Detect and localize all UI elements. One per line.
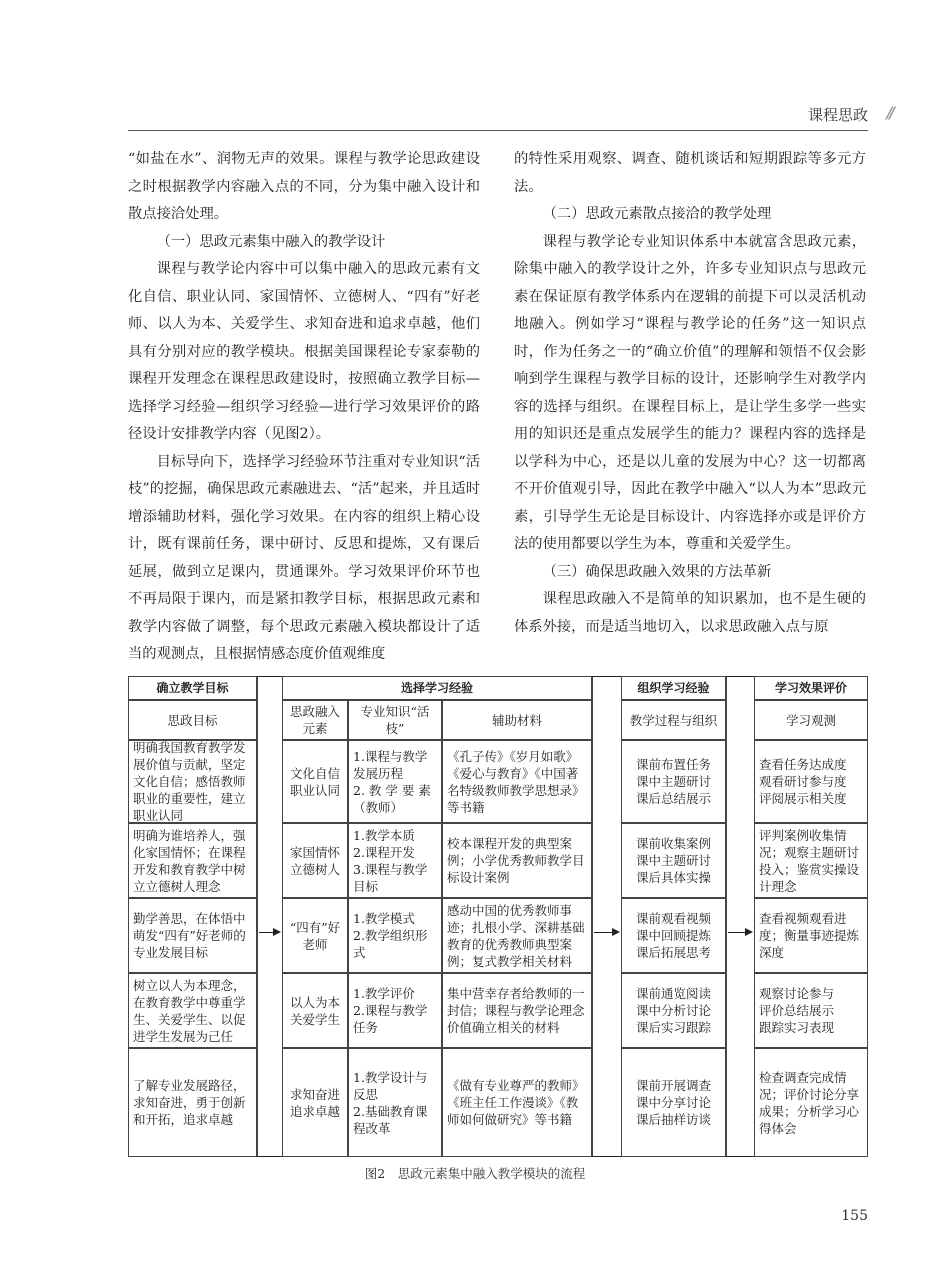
material-cell: 《孔子传》《岁月如歌》《爱心与教育》《中国著名特级教师教学思想录》等书籍 bbox=[442, 740, 592, 823]
element-cell: 家国情怀立德树人 bbox=[282, 823, 348, 898]
paragraph: 课程思政融入不是简单的知识累加，也不是生硬的体系外接，而是适当地切入，以求思政融入点与原 bbox=[514, 591, 866, 635]
header-slash-mark: // bbox=[886, 103, 892, 122]
branch-cell: 1.教学评价 2.课程与教学任务 bbox=[348, 973, 442, 1048]
material-cell: 集中营幸存者给教师的一封信；课程与教学论理念价值确立相关的材料 bbox=[442, 973, 592, 1048]
branch-cell: 1.教学本质 2.课程开发 3.课程与教学目标 bbox=[348, 823, 442, 898]
divider-line bbox=[592, 676, 593, 1157]
process-cell: 课前通览阅读 课中分析讨论 课后实习跟踪 bbox=[621, 973, 726, 1048]
goal-cell: 了解专业发展路径，求知奋进，勇于创新和开拓，追求卓越 bbox=[128, 1048, 257, 1157]
subheader-material: 辅助材料 bbox=[442, 700, 592, 740]
divider-line bbox=[257, 676, 258, 1157]
element-cell: “四有”好老师 bbox=[282, 898, 348, 973]
goal-cell: 明确我国教育教学发展价值与贡献，坚定文化自信；感悟教师职业的重要性，建立职业认同 bbox=[128, 740, 257, 823]
observe-cell: 查看视频观看进度；衡量事迹提炼深度 bbox=[754, 898, 868, 973]
frame-line bbox=[726, 1156, 754, 1157]
arrow-right-icon bbox=[745, 928, 753, 936]
goal-cell: 勤学善思，在体悟中萌发“四有”好老师的专业发展目标 bbox=[128, 898, 257, 973]
divider-line bbox=[726, 676, 727, 1157]
paragraph: （一）思政元素集中融入的教学设计 bbox=[156, 233, 386, 250]
arrow-line bbox=[259, 932, 273, 933]
material-cell: 《做有专业尊严的教师》《班主任工作漫谈》《教师如何做研究》等书籍 bbox=[442, 1048, 592, 1157]
left-column bbox=[128, 146, 480, 669]
element-cell: 以人为本关爱学生 bbox=[282, 973, 348, 1048]
paragraph: 课程与教学论内容中可以集中融入的思政元素有文化自信、职业认同、家国情怀、立德树人、“四有”好老师、以人为本、关爱学生、求知奋进和追求卓越，他们具有分别对应的教学模块。根据美国课程论专家泰勒的课程开发理念在课程思政建设时，按照确立教学目标—选择学习经验—组织学习经验—进行学习效果评价的路径设计安排教学内容（见图2）。 bbox=[128, 261, 480, 442]
figure-caption: 图2 思政元素集中融入教学模块的流程 bbox=[364, 1166, 586, 1181]
arrow-right-icon bbox=[273, 928, 281, 936]
subheader-process: 教学过程与组织 bbox=[621, 700, 726, 740]
subheader-element: 思政融入元素 bbox=[282, 700, 348, 740]
frame-line bbox=[257, 1156, 282, 1157]
frame-line bbox=[592, 676, 621, 677]
paragraph: “如盐在水”、润物无声的效果。课程与教学论思政建设之时根据教学内容融入点的不同，分为集中融入设计和散点接洽处理。 bbox=[128, 151, 480, 222]
paragraph: （三）确保思政融入效果的方法革新 bbox=[542, 563, 772, 580]
running-header: 课程思政 bbox=[807, 106, 868, 124]
subheader-goal: 思政目标 bbox=[128, 700, 257, 740]
observe-cell: 评判案例收集情况；观察主题研讨投入；鉴赏实操设计理念 bbox=[754, 823, 868, 898]
frame-line bbox=[592, 1156, 621, 1157]
subheader-observe: 学习观测 bbox=[754, 700, 868, 740]
header-rule bbox=[128, 130, 868, 131]
page-number: 155 bbox=[841, 1208, 868, 1224]
right-column bbox=[514, 146, 866, 641]
paragraph: 课程与教学论专业知识体系中本就富含思政元素，除集中融入的教学设计之外，许多专业知识点与思政元素在保证原有教学体系内在逻辑的前提下可以灵活机动地融入。例如学习“课程与教学论的任务”这一知识点时，作为任务之一的“确立价值”的理解和领悟不仅会影响到学生课程与教学目标的设计，还影响学生对教学内容的选择与组织。在课程目标上，是让学生多学一些实用的知识还是重点发展学生的能力？课程内容的选择是以学科为中心，还是以儿童的发展为中心？这一切都离不开价值观引导，因此在教学中融入“以人为本”思政元素，引导学生无论是目标设计、内容选择亦或是评价方法的使用都要以学生为本，尊重和关爱学生。 bbox=[514, 233, 866, 552]
subheader-branch: 专业知识“活枝” bbox=[348, 700, 442, 740]
element-cell: 文化自信职业认同 bbox=[282, 740, 348, 823]
goal-cell: 明确为谁培养人，强化家国情怀；在课程开发和教育教学中树立立德树人理念 bbox=[128, 823, 257, 898]
arrow-line bbox=[728, 932, 745, 933]
material-cell: 校本课程开发的典型案例；小学优秀教师教学目标设计案例 bbox=[442, 823, 592, 898]
process-cell: 课前收集案例 课中主题研讨 课后具体实操 bbox=[621, 823, 726, 898]
paragraph: 的特性采用观察、调查、随机谈话和短期跟踪等多元方法。 bbox=[514, 151, 866, 195]
paragraph: （二）思政元素散点接洽的教学处理 bbox=[542, 206, 772, 222]
arrow-right-icon bbox=[612, 928, 620, 936]
figure-2-flowchart bbox=[128, 676, 868, 1157]
arrow-line bbox=[594, 932, 612, 933]
material-cell: 感动中国的优秀教师事迹；扎根小学、深耕基础教育的优秀教师典型案例；复式教学相关材料 bbox=[442, 898, 592, 973]
branch-cell: 1.教学模式 2.教学组织形式 bbox=[348, 898, 442, 973]
header-organize: 组织学习经验 bbox=[621, 676, 726, 700]
observe-cell: 查看任务达成度 观看研讨参与度 评阅展示相关度 bbox=[754, 740, 868, 823]
header-select: 选择学习经验 bbox=[282, 676, 592, 700]
frame-line bbox=[257, 676, 282, 677]
element-cell: 求知奋进追求卓越 bbox=[282, 1048, 348, 1157]
observe-cell: 观察讨论参与 评价总结展示 跟踪实习表现 bbox=[754, 973, 868, 1048]
process-cell: 课前开展调查 课中分享讨论 课后抽样访谈 bbox=[621, 1048, 726, 1157]
branch-cell: 1.课程与教学发展历程 2. 教 学 要 素（教师） bbox=[348, 740, 442, 823]
header-evaluate: 学习效果评价 bbox=[754, 676, 868, 700]
paragraph: 目标导向下，选择学习经验环节注重对专业知识“活枝”的挖掘，确保思政元素融进去、“活”起来，并且适时增添辅助材料，强化学习效果。在内容的组织上精心设计，既有课前任务，课中研讨、反思和提炼，又有课后延展，做到立足课内，贯通课外。学习效果评价环节也不再局限于课内，而是紧扣教学目标，根据思政元素和教学内容做了调整，每个思政元素融入模块都设计了适当的观测点，且根据情感态度价值观维度 bbox=[128, 453, 480, 662]
goal-cell: 树立以人为本理念，在教育教学中尊重学生、关爱学生、以促进学生发展为己任 bbox=[128, 973, 257, 1048]
header-goal: 确立教学目标 bbox=[128, 676, 257, 700]
branch-cell: 1.教学设计与反思 2.基础教育课程改革 bbox=[348, 1048, 442, 1157]
observe-cell: 检查调查完成情况；评价讨论分享成果；分析学习心得体会 bbox=[754, 1048, 868, 1157]
frame-line bbox=[726, 676, 754, 677]
process-cell: 课前观看视频 课中回顾提炼 课后拓展思考 bbox=[621, 898, 726, 973]
process-cell: 课前布置任务 课中主题研讨 课后总结展示 bbox=[621, 740, 726, 823]
